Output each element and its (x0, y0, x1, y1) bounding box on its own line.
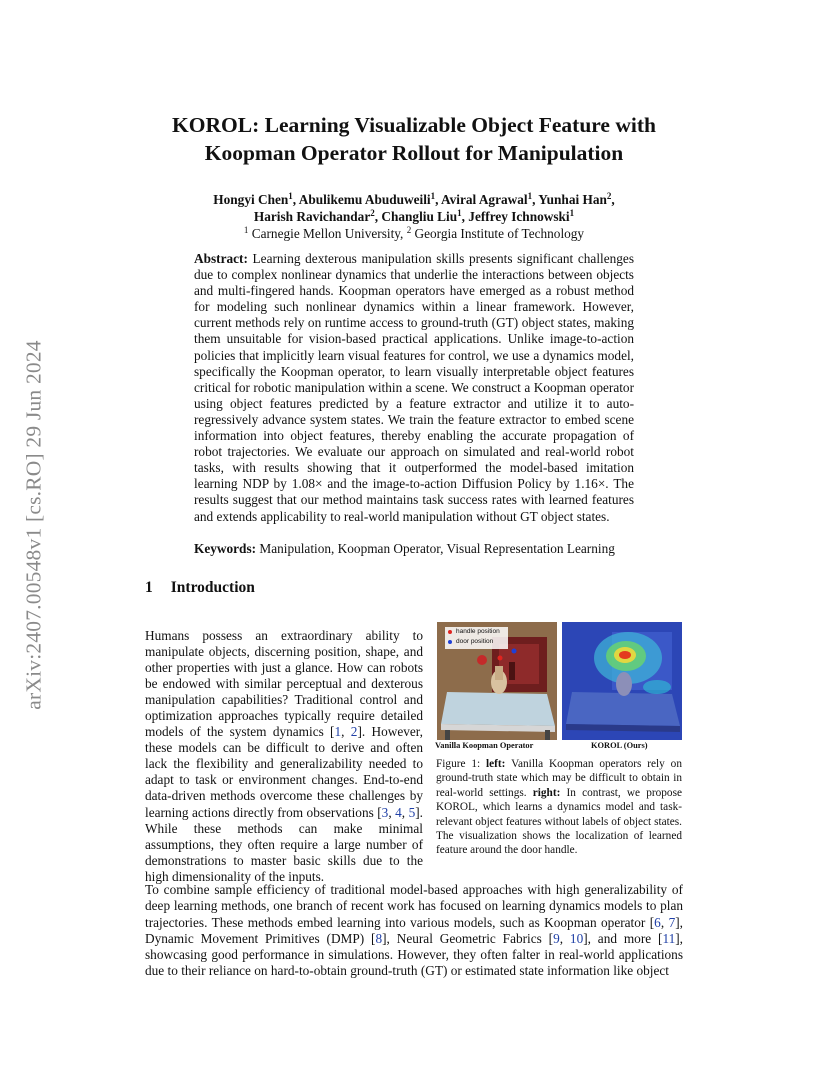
citation-link[interactable]: 8 (375, 930, 383, 946)
citation-link[interactable]: 7 (668, 914, 676, 930)
author-name: , Changliu Liu (374, 209, 458, 224)
keywords-label: Keywords: (194, 541, 257, 556)
citation-link[interactable]: 10 (569, 930, 584, 946)
paper-title (120, 111, 708, 167)
text-run: ], showcasing good performance in simulations. However, they often falter in real-world applications due to their reliance on hard-to-obtain ground-truth (GT) or estimated state information like object (145, 930, 684, 979)
author-affiliation-marker: 1 (569, 208, 575, 218)
text-run: ]. While these methods can make minimal assumptions, they often require a large number of demonstrations to master basic skills due to the high dimensionality of the inputs. (145, 804, 423, 884)
text-run: ], Neural Geometric Fabrics [ (382, 930, 554, 946)
bold-label: left: (486, 758, 506, 770)
author-name: , Jeffrey Ichnowski (461, 209, 570, 224)
korol-heatmap-image (562, 622, 682, 740)
text-run: ], Dynamic Movement Primitives (DMP) [ (145, 914, 683, 946)
author-name: , Abulikemu Abuduweili (292, 192, 431, 207)
caption-text (436, 757, 682, 858)
abstract-text: Learning dexterous manipulation skills presents significant challenges due to complex nonlinear dynamics that underlie the interactions between objects and multi-fingered hands. Koopman operators have emerged as a robust method for modeling such nonlinear dynamics within a linear framework. However, current methods rely on runtime access to ground-truth (GT) object states, making them unsuitable for vision-based practical applications. Unlike image-to-action policies that implicitly learn visual features for control, we use a dynamics model, specifically the Koopman operator, to learn visually interpretable object features critical for robotic manipulation within a scene. We construct a Koopman operator using object features predicted by a feature extractor and utilize it to auto-regressively advance system states. We train the feature extractor to embed scene information into object features, thereby enabling the accurate propagation of robot trajectories. We evaluate our approach on simulated and real-world robot tasks, with results showing that it outperformed the model-based imitation learning NDP by 1.08× and the image-to-action Diffusion Policy by 1.16×. The results suggest that our method maintains task success rates with learned features and extends applicability to real-world manipulation without GT object states. (194, 251, 634, 524)
author-affiliation-marker: 1 (457, 208, 462, 218)
section-number: 1 (145, 579, 153, 596)
paragraph-2-text (145, 882, 683, 980)
citation-link[interactable]: 1 (334, 724, 342, 740)
author-name: Harish Ravichandar (253, 209, 371, 224)
figure-1 (434, 622, 682, 742)
text-run: Figure 1: (436, 758, 486, 770)
figure-panel-labels (434, 741, 684, 753)
abstract-label: Abstract: (194, 251, 248, 266)
author-affiliation-marker: 2 (370, 208, 375, 218)
text-run: In contrast, we propose KOROL, which learns a dynamics model and task-relevant object features without labels of object states. The visualization shows the localization of learned feature around the door handle. (436, 786, 682, 857)
legend-handle (448, 627, 508, 637)
text-run: , (341, 724, 351, 740)
door-marker-icon (448, 640, 452, 644)
legend-door-label: door position (456, 638, 494, 645)
section-title: Introduction (170, 579, 255, 596)
text-run: ]. However, these models can be difficult to derive and often lack the flexibility and generalizability needed to adapt to task or environment changes. End-to-end data-driven methods overcome these challenges by learning actions directly from observations [ (145, 724, 424, 820)
text-run: ], and more [ (583, 930, 663, 946)
text-run: , (401, 804, 409, 820)
text-run: , (388, 804, 396, 820)
intro-paragraph (145, 628, 423, 885)
citation-link[interactable]: 6 (654, 914, 661, 930)
section-heading (145, 579, 255, 597)
author-affiliation-marker: 2 (606, 191, 612, 201)
title-line-2: Koopman Operator Rollout for Manipulation (204, 141, 624, 165)
title-line-1: KOROL: Learning Visualizable Object Feature with (172, 113, 656, 137)
author-line-2 (120, 208, 708, 225)
label-korol: KOROL (Ours) (591, 741, 648, 750)
author-name: , Aviral Agrawal (435, 192, 528, 207)
legend-handle-label: handle position (456, 628, 500, 635)
citation-link[interactable]: 5 (408, 804, 416, 820)
affiliation-gatech: Georgia Institute of Technology (411, 226, 585, 241)
text-run: Vanilla Koopman operators rely on ground-truth state which may be difficult to obtain in real-world settings. (436, 758, 682, 799)
figure-caption (436, 757, 682, 858)
arxiv-sidebar (14, 290, 54, 760)
vanilla-koopman-image (437, 622, 557, 740)
text-run: To combine sample efficiency of traditional model-based approaches with high generalizability of deep learning methods, one branch of recent work has focused on learning dynamics models to plan trajectories. These methods embed learning into various models, such as Koopman operator [ (145, 882, 683, 930)
author-line-1 (120, 191, 708, 208)
author-affiliation-marker: 1 (527, 191, 533, 201)
arxiv-identifier: arXiv:2407.00548v1 [cs.RO] 29 Jun 2024 (21, 340, 46, 710)
citation-link[interactable]: 2 (350, 724, 358, 740)
figure-legend (445, 627, 508, 649)
affiliation-cmu: Carnegie Mellon University, (248, 226, 407, 241)
text-run: , (559, 930, 570, 946)
abstract (194, 251, 634, 525)
author-name: , Yunhai Han (532, 192, 607, 207)
citation-link[interactable]: 3 (381, 804, 389, 820)
author-affiliation-marker: 1 (288, 191, 293, 201)
intro-paragraph-2 (145, 882, 683, 980)
citation-link[interactable]: 4 (395, 804, 402, 820)
text-run: , (660, 914, 669, 930)
scene-right-illustration (562, 622, 682, 740)
text-run: Humans possess an extraordinary ability to manipulate objects, discerning position, shape, and other properties with just a glance. How can robots be endowed with similar perceptual and dexterous manipulation capabilities? Traditional control and optimization approaches typically require detailed models of the system dynamics [ (145, 628, 423, 740)
author-name: , (611, 192, 615, 207)
author-name: Hongyi Chen (213, 192, 289, 207)
citation-link[interactable]: 11 (662, 930, 676, 946)
intro-text (145, 628, 423, 885)
author-block (120, 191, 708, 242)
bold-label: right: (532, 786, 561, 799)
keywords (194, 541, 634, 557)
keywords-text: Manipulation, Koopman Operator, Visual Representation Learning (256, 541, 615, 556)
affiliation-marker-1: 1 (243, 225, 249, 235)
handle-marker-icon (448, 630, 452, 634)
author-affiliation-marker: 1 (430, 191, 436, 201)
affiliations (120, 225, 708, 242)
legend-door (448, 637, 508, 647)
citation-link[interactable]: 9 (553, 930, 560, 946)
affiliation-marker-2: 2 (406, 225, 412, 235)
label-vanilla: Vanilla Koopman Operator (435, 741, 534, 750)
